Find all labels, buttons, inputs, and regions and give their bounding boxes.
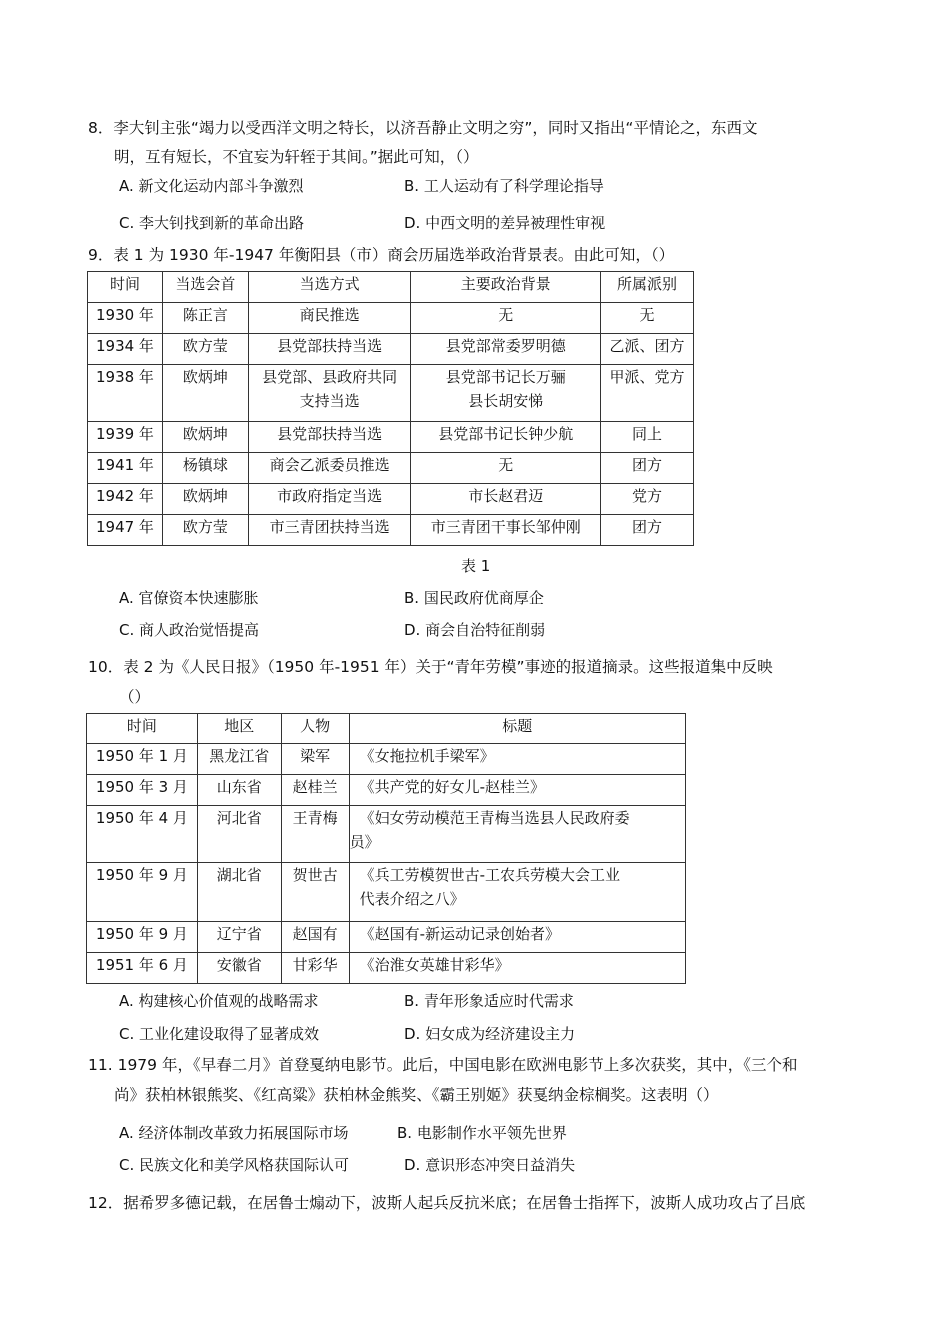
table-cell: 1939 年: [88, 422, 163, 453]
table-cell: 欧方莹: [162, 515, 248, 546]
table-cell-line: 员》: [349, 833, 380, 851]
table-cell-line: 县党部书记长万骊: [445, 368, 566, 386]
q11-option-c: C. 民族文化和美学风格获国际认可: [119, 1156, 350, 1174]
table-cell: 湖北省: [197, 863, 281, 922]
table-cell: 市政府指定当选: [248, 484, 411, 515]
table-cell: 1934 年: [88, 334, 163, 365]
table-header-row: [87, 714, 686, 744]
table-cell: 王青梅: [281, 806, 349, 863]
table-cell: 商会乙派委员推选: [248, 453, 411, 484]
table-cell: 1950 年 4 月: [87, 806, 198, 863]
table-cell: 县党部扶持当选: [248, 422, 411, 453]
q11-stem-line1: 11. 1979 年，《早春二月》首登戛纳电影节。此后，中国电影在欧洲电影节上多次获奖，其中，《三个和: [88, 1056, 798, 1074]
table-cell: 欧炳坤: [162, 484, 248, 515]
table-cell: 1947 年: [88, 515, 163, 546]
table-cell: 市长赵君迈: [411, 484, 601, 515]
q10-option-d: D. 妇女成为经济建设主力: [404, 1025, 576, 1043]
table-cell: 1950 年 9 月: [87, 863, 198, 922]
table-row: [88, 484, 694, 515]
table-cell: 《共产党的好女儿-赵桂兰》: [349, 775, 685, 806]
table-cell: 梁军: [281, 744, 349, 775]
table-row: [88, 422, 694, 453]
table-cell: 商民推选: [248, 303, 411, 334]
q9-option-d: D. 商会自治特征削弱: [404, 621, 546, 639]
q9-table: [87, 271, 694, 546]
q9-table-caption: 表 1: [461, 557, 491, 575]
q11-option-a: A. 经济体制改革致力拓展国际市场: [119, 1124, 349, 1142]
q11-stem-line2: 尚》获柏林银熊奖、《红高粱》获柏林金熊奖、《霸王别姬》获戛纳金棕榈奖。这表明（）: [114, 1086, 719, 1104]
q9-option-c: C. 商人政治觉悟提高: [119, 621, 260, 639]
table-cell: 辽宁省: [197, 922, 281, 953]
table-cell-line: 《妇女劳动模范王青梅当选县人民政府委: [359, 809, 630, 827]
table-cell: 县党部扶持当选: [248, 334, 411, 365]
q8-option-d: D. 中西文明的差异被理性审视: [404, 214, 606, 232]
table-row: [88, 365, 694, 422]
table-cell: 乙派、团方: [601, 334, 694, 365]
table-cell: 县党部常委罗明德: [411, 334, 601, 365]
table-row: [87, 806, 686, 863]
table-cell: 赵国有: [281, 922, 349, 953]
table-header-cell: 所属派别: [601, 272, 694, 303]
table-cell: 1951 年 6 月: [87, 953, 198, 984]
table-cell: [349, 806, 685, 863]
q8-option-c: C. 李大钊找到新的革命出路: [119, 214, 305, 232]
q10-stem-line2: （）: [119, 688, 151, 706]
table-cell: 县党部书记长钟少航: [411, 422, 601, 453]
table-cell: 甘彩华: [281, 953, 349, 984]
table-row: [87, 953, 686, 984]
table-cell: 欧炳坤: [162, 422, 248, 453]
table-cell: 1942 年: [88, 484, 163, 515]
q10-option-b: B. 青年形象适应时代需求: [404, 992, 574, 1010]
table-cell: [411, 365, 601, 422]
table-cell: 党方: [601, 484, 694, 515]
table-cell: 市三青团扶持当选: [248, 515, 411, 546]
table-cell: 无: [411, 303, 601, 334]
table-cell: [248, 365, 411, 422]
q11-option-b: B. 电影制作水平领先世界: [397, 1124, 567, 1142]
table-cell: 无: [411, 453, 601, 484]
q8-option-b: B. 工人运动有了科学理论指导: [404, 177, 604, 195]
q8-stem-line1: 8．李大钊主张“竭力以受西洋文明之特长，以济吾静止文明之穷”，同时又指出“平情论之，东西文: [88, 119, 758, 137]
table-header-cell: 当选会首: [162, 272, 248, 303]
table-cell: 山东省: [197, 775, 281, 806]
table-cell-line: 支持当选: [299, 392, 360, 410]
table-cell-line: 县党部、县政府共同: [262, 368, 398, 386]
q8-stem-line2: 明，互有短长，不宜妄为轩轾于其间。”据此可知，（）: [114, 148, 479, 166]
q12-stem-line1: 12．据希罗多德记载，在居鲁士煽动下，波斯人起兵反抗米底；在居鲁士指挥下，波斯人成功攻占了吕底: [88, 1194, 806, 1212]
table-cell: 市三青团干事长邹仲刚: [411, 515, 601, 546]
table-header-cell: 当选方式: [248, 272, 411, 303]
table-cell-line: 代表介绍之八》: [359, 890, 465, 908]
table-header-cell: 标题: [349, 714, 685, 744]
table-cell: 1941 年: [88, 453, 163, 484]
q9-option-a: A. 官僚资本快速膨胀: [119, 589, 259, 607]
q10-option-a: A. 构建核心价值观的战略需求: [119, 992, 319, 1010]
table-row: [87, 744, 686, 775]
table-cell: 《治淮女英雄甘彩华》: [349, 953, 685, 984]
table-cell-line: 《兵工劳模贺世古-工农兵劳模大会工业: [359, 866, 621, 884]
q10-stem-line1: 10．表 2 为《人民日报》（1950 年-1951 年）关于“青年劳模”事迹的报道摘录。这些报道集中反映: [88, 658, 773, 676]
table-row: [88, 453, 694, 484]
table-cell: 1950 年 3 月: [87, 775, 198, 806]
table-cell: 同上: [601, 422, 694, 453]
table-header-cell: 地区: [197, 714, 281, 744]
table-cell: 黑龙江省: [197, 744, 281, 775]
table-cell: 无: [601, 303, 694, 334]
table-cell: 团方: [601, 453, 694, 484]
q11-option-d: D. 意识形态冲突日益消失: [404, 1156, 576, 1174]
table-cell: 河北省: [197, 806, 281, 863]
table-header-cell: 时间: [88, 272, 163, 303]
table-cell: 赵桂兰: [281, 775, 349, 806]
table-cell: 1950 年 9 月: [87, 922, 198, 953]
q10-option-c: C. 工业化建设取得了显著成效: [119, 1025, 320, 1043]
table-header-row: [88, 272, 694, 303]
table-row: [88, 303, 694, 334]
table-header-cell: 时间: [87, 714, 198, 744]
table-cell: 1938 年: [88, 365, 163, 422]
table-cell: 欧炳坤: [162, 365, 248, 422]
table-cell: 《赵国有-新运动记录创始者》: [349, 922, 685, 953]
table-row: [88, 334, 694, 365]
table-cell: 1950 年 1 月: [87, 744, 198, 775]
q9-option-b: B. 国民政府优商厚企: [404, 589, 544, 607]
table-cell: 陈正言: [162, 303, 248, 334]
table-cell: 贺世古: [281, 863, 349, 922]
table-cell: 《女拖拉机手梁军》: [349, 744, 685, 775]
table-cell: 甲派、党方: [601, 365, 694, 422]
q8-option-a: A. 新文化运动内部斗争激烈: [119, 177, 304, 195]
table-cell: 安徽省: [197, 953, 281, 984]
table-row: [88, 515, 694, 546]
table-row: [87, 775, 686, 806]
table-cell: 杨镇球: [162, 453, 248, 484]
q9-stem-line1: 9．表 1 为 1930 年-1947 年衡阳县（市）商会历届选举政治背景表。由此可知，（）: [88, 246, 675, 264]
table-cell-line: 县长胡安悌: [468, 392, 544, 410]
table-row: [87, 863, 686, 922]
table-header-cell: 人物: [281, 714, 349, 744]
table-row: [87, 922, 686, 953]
q10-table: [86, 713, 686, 984]
table-cell: [349, 863, 685, 922]
table-cell: 团方: [601, 515, 694, 546]
table-cell: 1930 年: [88, 303, 163, 334]
table-header-cell: 主要政治背景: [411, 272, 601, 303]
table-cell: 欧方莹: [162, 334, 248, 365]
